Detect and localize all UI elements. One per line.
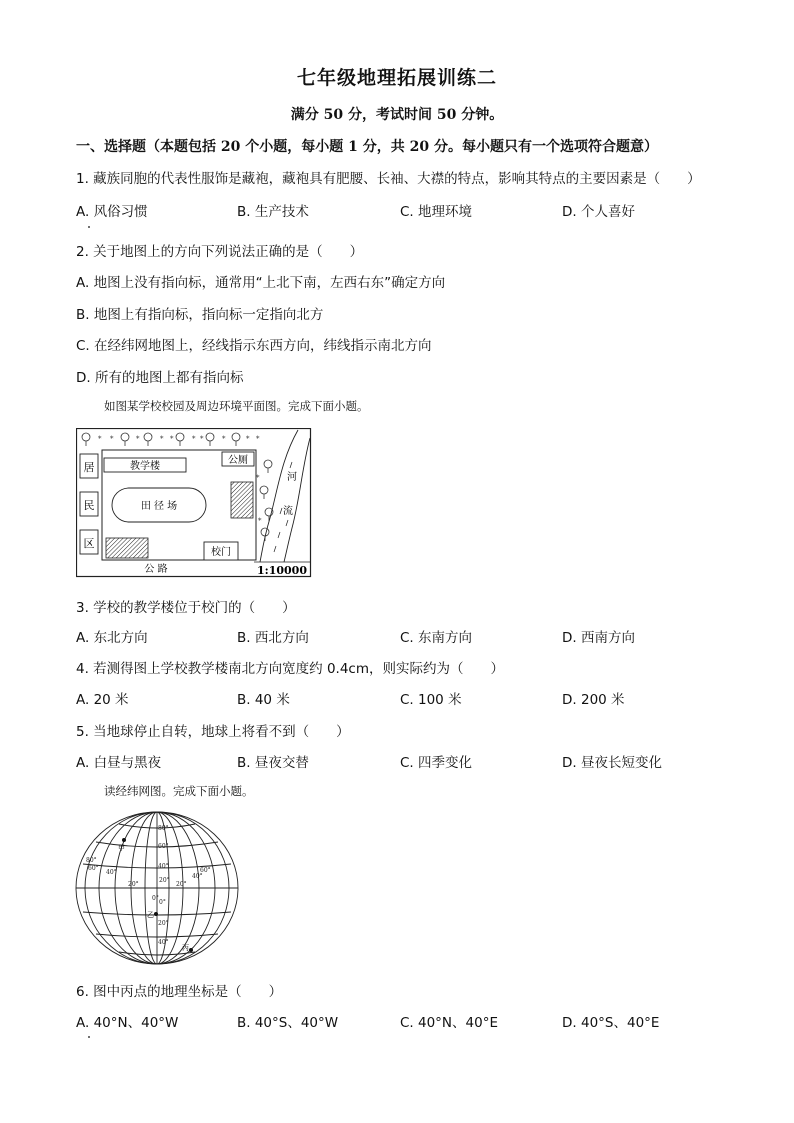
svg-text:60°: 60° [200,867,211,874]
track-label: 田 径 场 [140,501,178,512]
page-title: 七年级地理拓展训练二 [296,67,497,89]
svg-text:80°: 80° [158,825,169,832]
question-6-option-b: B. 40°S、40°W [237,1015,339,1031]
globe-intro: 读经纬网图。完成下面小题。 [104,784,254,798]
margin-dot [88,226,90,228]
question-2-option-b: B. 地图上有指向标，指向标一定指向北方 [76,307,324,323]
residential-char-3: 区 [83,537,95,550]
globe-lon-labels [86,857,211,902]
question-2-option-a: A. 地图上没有指向标，通常用“上北下南，左西右东”确定方向 [76,275,446,291]
scale-label: 1:10000 [257,564,307,577]
question-1-option-d: D. 个人喜好 [562,204,635,220]
svg-text:*: * [98,435,102,443]
question-2-stem: 2. 关于地图上的方向下列说法正确的是（ ） [76,244,364,260]
svg-text:20°: 20° [128,881,139,888]
river-char-1: 河 [287,472,297,483]
svg-text:*: * [160,435,164,443]
gate-label: 校门 [211,547,231,558]
question-3-option-d: D. 西南方向 [562,630,635,646]
question-3-stem: 3. 学校的教学楼位于校门的（ ） [76,600,296,616]
question-3-option-b: B. 西北方向 [237,630,309,646]
svg-text:*: * [110,435,114,443]
school-map [76,428,312,578]
question-6-option-a: A. 40°N、40°W [76,1015,179,1031]
question-6-stem: 6. 图中丙点的地理坐标是（ ） [76,984,283,1000]
svg-text:*: * [136,435,140,443]
lat-lon-globe [74,808,240,968]
question-3-option-a: A. 东北方向 [76,630,148,646]
question-4-option-a: A. 20 米 [76,692,129,708]
residential-char-1: 居 [83,461,95,474]
question-6-option-c: C. 40°N、40°E [400,1015,498,1031]
svg-text:*: * [192,435,196,443]
question-1-option-a: A. 风俗习惯 [76,204,148,220]
margin-dot [88,1036,90,1038]
river-char-2: 流 [283,506,293,517]
section-heading: 一、选择题（本题包括 20 个小题，每小题 1 分，共 20 分。每小题只有一个选项符合题意） [76,139,658,155]
svg-text:*: * [258,517,262,525]
svg-text:80°: 80° [86,857,97,864]
point-bing-label: 丙 [182,944,189,952]
svg-text:*: * [170,435,174,443]
svg-text:20°: 20° [159,877,170,884]
question-5-option-b: B. 昼夜交替 [237,755,309,771]
question-1-option-b: B. 生产技术 [237,204,309,220]
map-intro: 如图某学校校园及周边环境平面图。完成下面小题。 [104,399,369,413]
question-5-option-d: D. 昼夜长短变化 [562,755,662,771]
question-1-stem: 1. 藏族同胞的代表性服饰是藏袍，藏袍具有肥腰、长袖、大襟的特点，影响其特点的主要因素是（ ） [76,171,701,187]
exam-info: 满分 50 分，考试时间 50 分钟。 [290,107,504,123]
question-5-option-c: C. 四季变化 [400,755,473,771]
svg-text:40°: 40° [158,863,169,870]
teaching-building-label: 教学楼 [130,461,160,472]
svg-text:20°: 20° [176,881,187,888]
question-4-option-d: D. 200 米 [562,692,625,708]
question-4-option-b: B. 40 米 [237,692,290,708]
svg-text:0°: 0° [152,895,159,902]
point-yi-marker [154,912,158,916]
svg-text:*: * [246,435,250,443]
toilet-label: 公厕 [228,455,248,466]
svg-text:40°: 40° [158,939,169,946]
question-2-option-c: C. 在经纬网地图上，经线指示东西方向，纬线指示南北方向 [76,338,432,354]
question-6-option-d: D. 40°S、40°E [562,1015,660,1031]
question-3-option-c: C. 东南方向 [400,630,473,646]
residential-char-2: 民 [83,499,95,512]
point-jia-marker [122,838,126,842]
svg-text:*: * [256,474,260,482]
question-5-stem: 5. 当地球停止自转，地球上将看不到（ ） [76,724,350,740]
point-yi-label: 乙 [147,911,154,919]
question-5-option-a: A. 白昼与黑夜 [76,755,162,771]
svg-text:*: * [222,435,226,443]
point-jia-label: 甲 [118,844,125,852]
svg-text:60°: 60° [88,865,99,872]
svg-text:0°: 0° [159,899,166,906]
svg-text:60°: 60° [158,843,169,850]
svg-text:*: * [256,435,260,443]
svg-text:20°: 20° [158,920,169,927]
question-4-stem: 4. 若测得图上学校教学楼南北方向宽度约 0.4cm，则实际约为（ ） [76,661,505,677]
road-label: 公 路 [144,564,168,575]
question-2-option-d: D. 所有的地图上都有指向标 [76,370,244,386]
globe-lat-labels [158,825,170,946]
question-1-option-c: C. 地理环境 [400,204,473,220]
question-4-option-c: C. 100 米 [400,692,462,708]
svg-text:40°: 40° [192,873,203,880]
svg-text:*: * [200,435,204,443]
point-bing-marker [189,948,193,952]
svg-text:40°: 40° [106,869,117,876]
